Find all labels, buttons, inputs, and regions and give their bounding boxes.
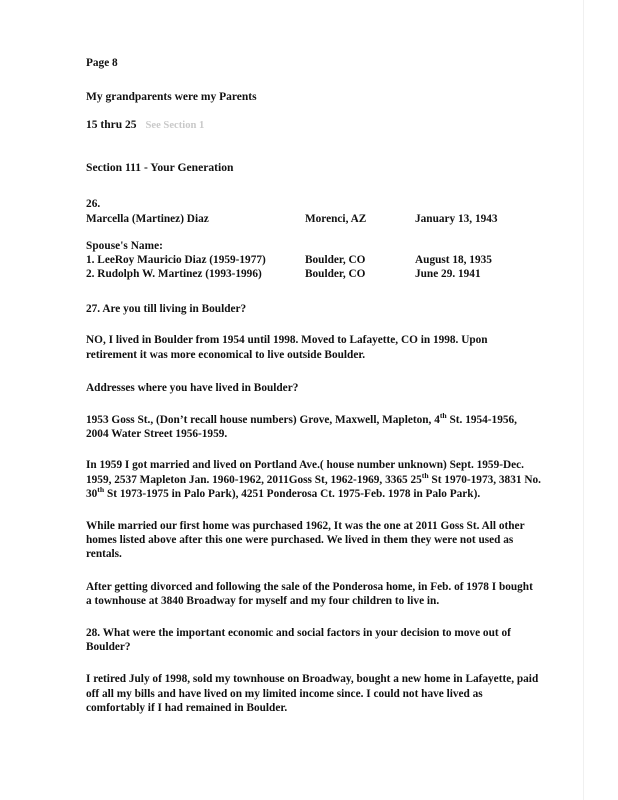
spouse-name: 2. Rudolph W. Martinez (1993-1996) bbox=[86, 268, 262, 281]
answer-addresses bbox=[86, 413, 541, 441]
person-place: Morenci, AZ bbox=[305, 212, 367, 225]
spouse-place: Boulder, CO bbox=[305, 254, 366, 267]
answer-addresses-text-2: St. 1954-1956, 2004 Water Street 1956-1959. bbox=[86, 414, 517, 441]
question-addresses: Addresses where you have lived in Boulder? bbox=[86, 381, 299, 394]
answer-married-text-2: St 1970-1973, 3831 No. 30 bbox=[86, 473, 541, 500]
answer-married-addresses bbox=[86, 458, 541, 501]
answer-married-text-1: In 1959 I got married and lived on Portland Ave.( house number unknown) Sept. 1959-Dec. 1959, 2537 Mapleton Jan. 1960-1962, 2011Goss St, 1962-1969, 3365 25 bbox=[86, 459, 525, 486]
page-number: Page 8 bbox=[86, 57, 118, 69]
question-28: 28. What were the important economic and social factors in your decision to move out of Boulder? bbox=[86, 627, 511, 654]
ordinal-suffix-30th: th bbox=[97, 485, 105, 495]
answer-divorce: After getting divorced and following the sale of the Ponderosa home, in Feb. of 1978 I bought a townhouse at 3840 Broadway for myself and my four children to live in. bbox=[86, 580, 533, 607]
page-heading: My grandparents were my Parents bbox=[86, 91, 257, 103]
spouse-section-label: Spouse's Name: bbox=[86, 239, 163, 252]
ordinal-suffix-4th: th bbox=[439, 411, 447, 421]
spouse-record-row bbox=[86, 267, 578, 281]
entry-number: 26. bbox=[86, 198, 101, 210]
answer-first-home: While married our first home was purchased 1962, It was the one at 2011 Goss St. All other homes listed above after this one were purchased. We lived in them they were not used as rentals. bbox=[86, 520, 525, 561]
section-title: Section 111 - Your Generation bbox=[86, 161, 234, 174]
spouse-record-row bbox=[86, 253, 578, 267]
answer-28: I retired July of 1998, sold my townhouse on Broadway, bought a new home in Lafayette, paid off all my bills and have lived on my limited income since. I could not have lived as comfortably if I had remained in Boulder. bbox=[86, 673, 539, 714]
person-record-row bbox=[86, 212, 578, 226]
answer-27: NO, I lived in Boulder from 1954 until 1998. Moved to Lafayette, CO in 1998. Upon retirement it was more economical to live outside Boulder. bbox=[86, 334, 488, 361]
spouse-name: 1. LeeRoy Mauricio Diaz (1959-1977) bbox=[86, 254, 266, 267]
range-reference-row bbox=[86, 119, 578, 131]
answer-married-text-3: St 1973-1975 in Palo Park), 4251 Ponderosa Ct. 1975-Feb. 1978 in Palo Park). bbox=[104, 487, 481, 500]
spouse-place: Boulder, CO bbox=[305, 268, 366, 281]
answer-addresses-text-1: 1953 Goss St., (Don’t recall house numbers) Grove, Maxwell, Mapleton, 4 bbox=[86, 414, 440, 426]
range-label: 15 thru 25 bbox=[86, 119, 137, 131]
range-note-faded: See Section 1 bbox=[145, 120, 205, 131]
person-date: January 13, 1943 bbox=[415, 212, 498, 225]
spouse-date: June 29. 1941 bbox=[415, 268, 481, 281]
ordinal-suffix-25th: th bbox=[421, 470, 429, 480]
spouse-date: August 18, 1935 bbox=[415, 254, 492, 267]
person-name: Marcella (Martinez) Diaz bbox=[86, 212, 209, 225]
question-27: 27. Are you till living in Boulder? bbox=[86, 303, 247, 316]
